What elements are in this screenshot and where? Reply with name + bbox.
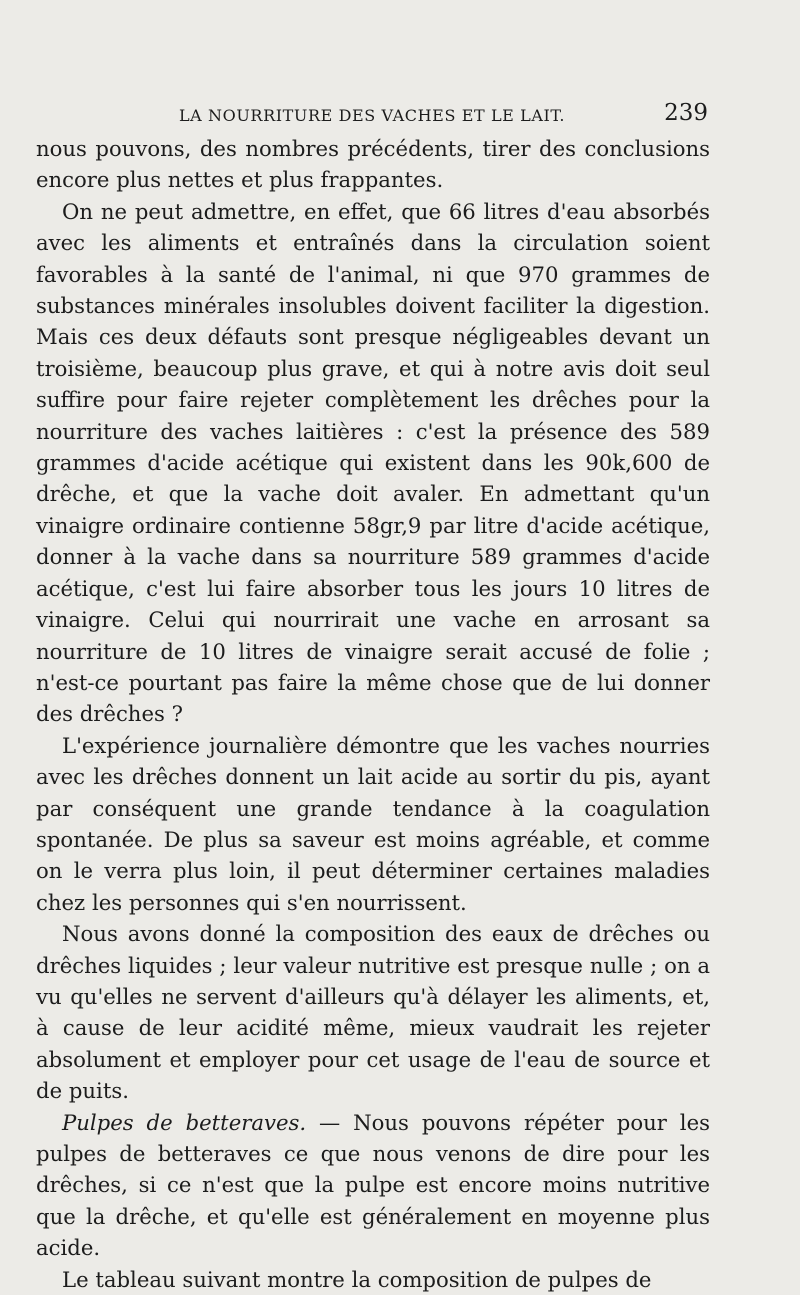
paragraph-pulpes — [36, 1107, 710, 1264]
paragraph-pulpes-text: — Nous pouvons répéter pour les pulpes de betteraves ce que nous venons de dire pour les drêches, si ce n'est que la pulpe est encore moins nutritive que la drêche, et qu'elle est généralement en moyenne plus acide. — [36, 1109, 710, 1261]
paragraph-eaux-de-drêches: Nous avons donné la composition des eaux de drêches ou drêches liquides ; leur valeur nutritive est presque nulle ; on a vu qu'elles ne servent d'ailleurs qu'à délayer les aliments, et, à cause de leur acidité même, mieux vaudrait les rejeter absolument et employer pour cet usage de l'eau de source et de puits. — [36, 921, 710, 1104]
paragraph-tableau: Le tableau suivant montre la composition de pulpes de — [62, 1266, 652, 1292]
paragraph-drêches-critique: On ne peut admettre, en effet, que 66 litres d'eau absorbés avec les aliments et entraînés dans la circulation soient favorables à la santé de l'animal, ni que 970 grammes de substances minérales insolubles doivent faciliter la digestion. Mais ces deux défauts sont presque négligeables devant un troisième, beaucoup plus grave, et qui à notre avis doit seul suffire pour faire rejeter complètement les drêches pour la nourriture des vaches laitières : c'est la présence des 589 grammes d'acide acétique qui existent dans les 90k,600 de drêche, et que la vache doit avaler. En admettant qu'un vinaigre ordinaire contienne 58gr,9 par litre d'acide acétique, donner à la vache dans sa nourriture 589 grammes d'acide acétique, c'est lui faire absorber tous les jours 10 litres de vinaigre. Celui qui nourrirait une vache en arrosant sa nourriture de 10 litres de vinaigre serait accusé de folie ; n'est-ce pourtant pas faire la même chose que de lui donner des drêches ? — [36, 198, 710, 727]
page-number: 239 — [664, 100, 708, 126]
paragraph-experience: L'expérience journalière démontre que les vaches nourries avec les drêches donnent un lait acide au sortir du pis, ayant par conséquent une grande tendance à la coagulation spontanée. De plus sa saveur est moins agréable, et comme on le verra plus loin, il peut déterminer certaines maladies chez les personnes qui s'en nourrissent. — [36, 732, 710, 915]
running-title: LA NOURRITURE DES VACHES ET LE LAIT. — [178, 106, 566, 125]
page-header — [36, 100, 708, 130]
paragraph-continuation: nous pouvons, des nombres précédents, tirer des conclusions encore plus nettes et plus frappantes. — [36, 136, 710, 193]
section-heading-pulpes: Pulpes de betteraves. — [62, 1109, 307, 1135]
page-body — [36, 133, 710, 1295]
